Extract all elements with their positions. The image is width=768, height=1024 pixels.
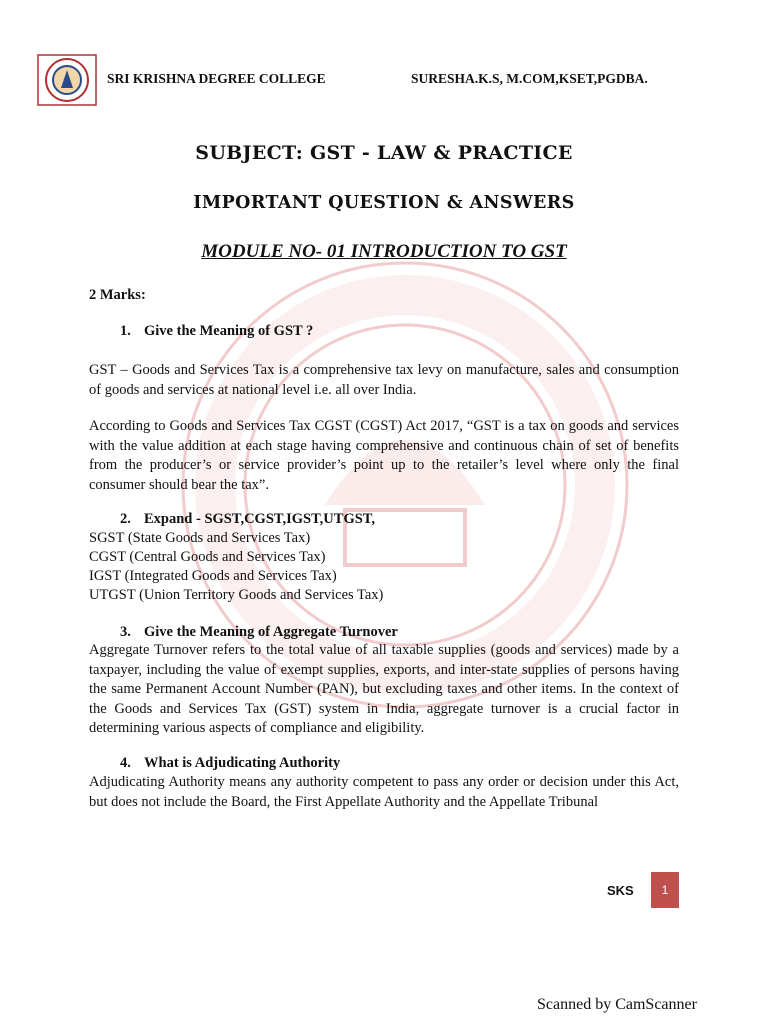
question-text: Give the Meaning of GST ?	[144, 323, 314, 339]
expansion-line: IGST (Integrated Goods and Services Tax)	[89, 568, 337, 584]
expansion-line: UTGST (Union Territory Goods and Services Tax)	[89, 587, 384, 603]
college-logo	[37, 54, 97, 106]
expansion-line: CGST (Central Goods and Services Tax)	[89, 549, 326, 565]
question-heading	[120, 755, 340, 772]
question-heading	[120, 323, 313, 340]
answer-paragraph: GST – Goods and Services Tax is a comprehensive tax levy on manufacture, sales and consumption of goods and services at national level i.e. all over India.	[89, 362, 679, 398]
question-text: Expand - SGST,CGST,IGST,UTGST,	[144, 511, 376, 527]
important-qa-heading: IMPORTANT QUESTION & ANSWERS	[193, 193, 575, 213]
author-name: SURESHA.K.S, M.COM,KSET,PGDBA.	[411, 71, 648, 86]
question-heading	[120, 511, 375, 528]
module-heading: MODULE NO- 01 INTRODUCTION TO GST	[201, 241, 567, 262]
question-text: What is Adjudicating Authority	[144, 755, 341, 771]
page-number-badge	[651, 872, 679, 908]
question-heading	[120, 624, 398, 641]
answer-paragraph: According to Goods and Services Tax CGST (CGST) Act 2017, “GST is a tax on goods and services with the value addition at each stage having comprehensive and continuous chain of set of benefits from the producer’s or service provider’s point up to the retailer’s level where only the final consumer should bear the tax”.	[89, 418, 679, 493]
college-name: SRI KRISHNA DEGREE COLLEGE	[107, 71, 326, 86]
question-number: 1.	[120, 323, 131, 339]
page-number: 1	[661, 883, 669, 897]
question-number: 3.	[120, 624, 131, 640]
question-number: 2.	[120, 511, 131, 527]
footer-initials: SKS	[607, 883, 634, 898]
scanner-credit: Scanned by CamScanner	[537, 996, 697, 1013]
section-label: 2 Marks:	[89, 287, 146, 303]
question-number: 4.	[120, 755, 131, 771]
expansion-line: SGST (State Goods and Services Tax)	[89, 530, 311, 546]
answer-paragraph: Adjudicating Authority means any authority competent to pass any order or decision under this Act, but does not include the Board, the First Appellate Authority and the Appellate Tribunal	[89, 774, 679, 810]
subject-title: SUBJECT: GST - LAW & PRACTICE	[195, 142, 573, 164]
question-text: Give the Meaning of Aggregate Turnover	[144, 624, 398, 640]
answer-paragraph: Aggregate Turnover refers to the total value of all taxable supplies (goods and services) made by a taxpayer, including the value of exempt supplies, exports, and inter-state supplies of persons having the same Permanent Account Number (PAN), but excluding taxes and other items. In the context of the Goods and Services Tax (GST) system in India, aggregate turnover is a crucial factor in determining various aspects of compliance and eligibility.	[89, 642, 679, 736]
